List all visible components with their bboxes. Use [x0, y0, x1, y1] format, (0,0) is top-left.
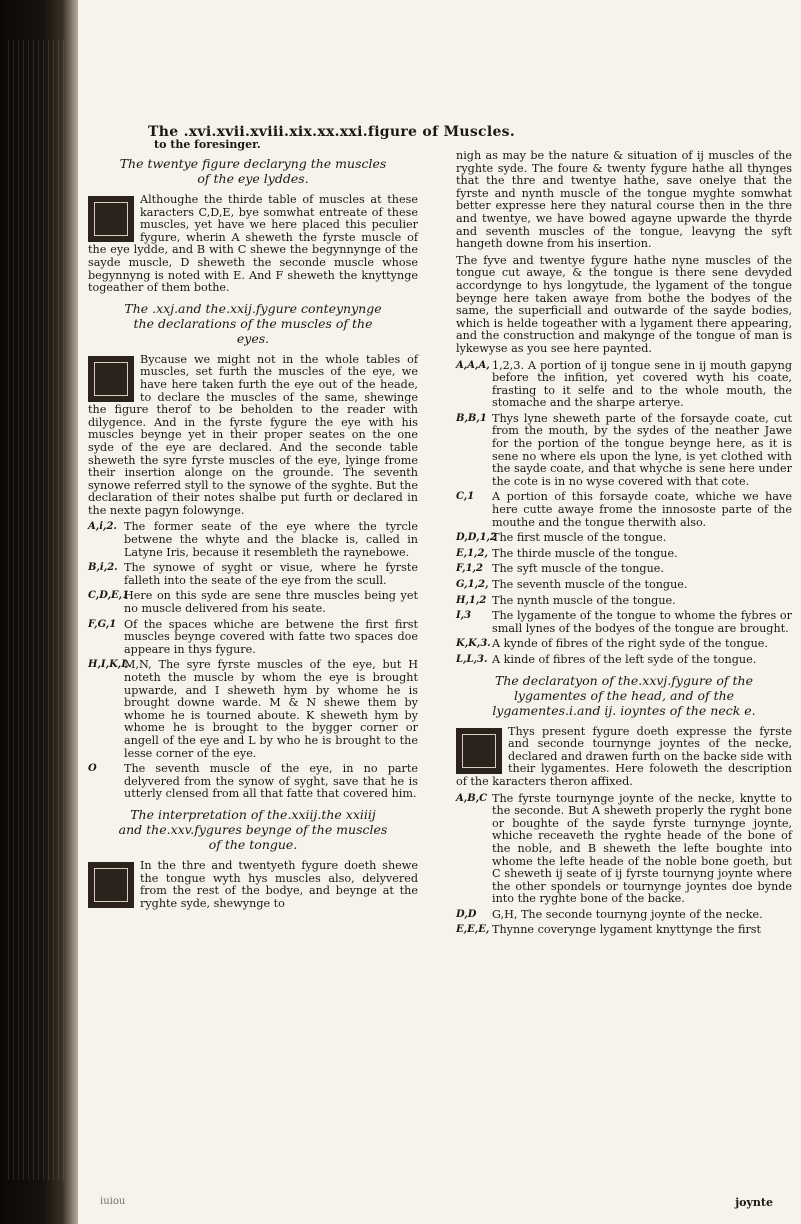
gloss-entry: [456, 491, 792, 529]
gloss-entry: [456, 595, 792, 608]
gloss-label: D,D: [456, 908, 477, 920]
paragraph-tongue: [88, 860, 418, 910]
gloss-entry: [456, 548, 792, 561]
page: [78, 0, 801, 1224]
caption-eye-figures: The .xxj.and the.xxij.fygure conteynynge the declarations of the muscles of the eyes.: [124, 300, 382, 346]
gloss-text: Of the spaces whiche are betwene the first first muscles beynge covered with fatte two spaces doe appeare in thys fygure.: [124, 617, 418, 656]
gloss-text: The synowe of syght or visue, where he fyrste falleth into the seate of the eye from the scull.: [124, 561, 418, 587]
gloss-text: G,H, The seconde tournyng joynte of the necke.: [492, 907, 763, 921]
gloss-label: F,1,2: [456, 563, 483, 575]
gloss-text: Thynne coverynge lygament knyttynge the first: [492, 923, 762, 937]
gloss-text: A kinde of fibres of the left syde of the tongue.: [492, 652, 757, 666]
gloss-entry: [88, 659, 418, 760]
paragraph-text: Bycause we might not in the whole tables of muscles, set furth the muscles of the eye, we have here taken furth the eye out of the heade, to declare the muscles of the same, shewinge the figure therof to be beholden to the reader with dilygence. And in the fyrste fygure the eye with his muscles beynge yet in their proper seates on the one syde of the eye are declared. And the seconde table sheweth the syre fyrste muscles of the eye, lyinge frome their insertion alonge on the grounde. The seventh synowe referred styll to the synowe of the syghte. But the declaration of their notes shalbe put furth or declared in the nexte pagyn folowynge.: [88, 352, 418, 517]
gloss-text: M,N, The syre fyrste muscles of the eye, but H noteth the muscle by whom the eye is brought upwarde, and I sheweth hym by whome he is brought downe warde. M & N shewe them by whome he is tourned aboute. K sheweth hym by whome he is brought to the bygger corner or angell of the eye and L by who he is brought to the lesse corner of the eye.: [124, 658, 418, 760]
gloss-list-tongue: [456, 360, 792, 667]
book-gutter-shadow: [0, 0, 78, 1224]
gloss-entry: [456, 610, 792, 635]
gloss-entry: [88, 521, 418, 559]
woodcut-initial-b: [88, 356, 134, 402]
gloss-entry: [456, 563, 792, 576]
gloss-text: Here on this syde are sene thre muscles being yet no muscle delivered from his seate.: [124, 589, 418, 616]
right-column: [456, 150, 792, 940]
gloss-label: C,D,E,1: [88, 590, 130, 602]
gloss-label: C,1: [456, 491, 475, 503]
gloss-list-eye: [88, 521, 418, 800]
paragraph-twenty-fifth-figure: The fyve and twentye fygure hathe nyne muscles of the tongue cut awaye, & the tongue is there sene devyded accordynge to hys longytude, the lygament of the tongue beynge here taken awaye from bothe the bodyes of the same, the superficiall and outwarde of the sayde bodies, which is helde togeather with a lygament there appearing, and the construction and makynge of the tongue of man is lykewyse as you see here paynted.: [456, 253, 792, 355]
gloss-label: H,I,K,L.: [88, 659, 132, 671]
gloss-label: H,1,2: [456, 594, 487, 606]
gloss-text: A portion of this forsayde coate, whiche we have here cutte awaye frome the innososte parte of the mouthe and the tongue therwith also.: [492, 490, 792, 529]
woodcut-initial-i: [88, 862, 134, 908]
gloss-text: The former seate of the eye where the tyrcle betwene the whyte and the blacke is, called in Latyne Iris, because it resembleth the raynebowe.: [124, 520, 418, 559]
gloss-entry: [456, 532, 792, 545]
gloss-label: B,i,2.: [88, 562, 118, 574]
caption-twentieth-figure: The twentye figure declaryng the muscles of the eye lyddes.: [119, 156, 387, 186]
gloss-text: The seventh muscle of the tongue.: [492, 578, 688, 591]
gloss-label: D,D,1,2: [456, 532, 497, 544]
gloss-label: B,B,1: [456, 412, 487, 424]
gloss-entry: [88, 763, 418, 801]
gloss-entry: [456, 638, 792, 651]
woodcut-initial-t: [456, 728, 502, 774]
gloss-text: Thys lyne sheweth parte of the forsayde coate, cut from the mouth, by the sydes of the neather Jawe for the portion of the tongue beynge here, as it is sene no where els upon the lyne, is yet clothed with the sayde coate, and that whyche is sene here under the cote is in no wyse covered with that cote.: [492, 411, 792, 488]
top-catchword: to the foresinger.: [154, 138, 261, 151]
gloss-entry: [456, 654, 792, 667]
gloss-label: I,3: [456, 610, 472, 622]
left-column: [88, 150, 418, 914]
gloss-label: L,L,3.: [456, 653, 488, 665]
paragraph-text: Althoughe the thirde table of muscles at these karacters C,D,E, bye somwhat entreate of these muscles, yet have we here placed this peculier fygure, wherin A sheweth the fyrste muscle of the eye lydde, and B with C shewe the begynnynge of the sayde muscle, D sheweth the seconde muscle whose begynnyng is noted with E. And F sheweth the knyttynge togeather of them bothe.: [88, 193, 418, 295]
gloss-entry: [88, 562, 418, 587]
gloss-text: 1,2,3. A portion of ij tongue sene in ij mouth gapyng before the infition, yet covered wyth his coate, frasting to it selfe and to the whole mouth, the stomache and the sharpe arterye.: [492, 358, 792, 410]
gloss-text: The seventh muscle of the eye, in no parte delyvered from the synow of syght, save that he is utterly clensed from all that fatte that covered him.: [124, 762, 418, 801]
gloss-text: The lygamente of the tongue to whome the fybres or small lynes of the bodyes of the tongue are brought.: [492, 609, 792, 635]
gloss-entry: [456, 579, 792, 592]
gloss-entry: [456, 924, 792, 937]
gloss-text: The fyrste tournynge joynte of the necke, knytte to the seconde. But A sheweth properly the ryght bone or boughte of the sayde fyrste turnynge joynte, whiche receaveth the ryghte heade of the bone of the noble, and B sheweth the lefte boughte into whome the lefte heade of the noble bone goeth, but C sheweth ij seate of ij fyrste tournyng joynte where the other spondels or tournynge joyntes doe bynde into the ryghte bone of the backe.: [492, 791, 792, 906]
gloss-entry: [456, 360, 792, 410]
running-head: The .xvi.xvii.xviii.xix.xx.xxi.figure of Muscles.: [148, 124, 516, 140]
gloss-entry: [88, 590, 418, 615]
binding-texture: [8, 40, 68, 1180]
caption-ligaments-figure: The declaratyon of the.xxvj.fygure of the lygamentes of the head, and of the lygamentes.i.and ij. ioyntes of the neck e.: [492, 672, 756, 718]
gloss-label: E,E,E,: [456, 924, 490, 936]
paragraph-eye-muscles: [88, 354, 418, 518]
gloss-entry: [456, 793, 792, 906]
gloss-list-neck: [456, 793, 792, 938]
paragraph-neck-joints: [456, 726, 792, 789]
gloss-text: The thirde muscle of the tongue.: [492, 546, 678, 560]
signature-mark: iuiou: [100, 1196, 126, 1207]
gloss-label: A,A,A,: [456, 359, 490, 371]
gloss-label: A,i,2.: [88, 521, 117, 533]
gloss-label: E,1,2,: [456, 547, 488, 559]
caption-tongue-figures: The interpretation of the.xxiij.the xxiiij and the.xxv.fygures beynge of the muscles of the tongue.: [118, 806, 388, 852]
gloss-label: A,B,C: [456, 792, 488, 804]
paragraph-tongue-continued: nigh as may be the nature & situation of ij muscles of the ryghte syde. The foure & twenty fygure hathe all thynges that the thre and twentye hathe, save onelye that the fyrste and nynth muscle of the tongue myghte somwhat better expresse here they natural course then in the thre and twentye, we have bowed agayne upwarde the thyrde and seventh muscles of the tongue, leavyng the syft hangeth downe from his insertion.: [456, 149, 792, 251]
bottom-catchword: joynte: [735, 1196, 773, 1209]
gloss-entry: [456, 413, 792, 489]
gloss-text: A kynde of fibres of the right syde of the tongue.: [492, 637, 768, 651]
gloss-text: The nynth muscle of the tongue.: [492, 593, 676, 607]
gloss-label: O: [88, 763, 97, 775]
paragraph-text: Thys present fygure doeth expresse the fyrste and seconde tournynge joyntes of the necke, declared and drawen furth on the backe side with their lygamentes. Here foloweth the description of the karacters theron affixed.: [456, 724, 792, 788]
paragraph-text: In the thre and twentyeth fygure doeth shewe the tongue wyth hys muscles also, delyvered from the rest of the bodye, and beynge at the ryghte syde, shewynge to: [140, 858, 418, 910]
gloss-label: G,1,2,: [456, 579, 489, 590]
gloss-label: F,G,1: [88, 618, 117, 630]
gloss-entry: [88, 619, 418, 657]
gloss-text: The syft muscle of the tongue.: [492, 562, 664, 576]
gloss-entry: [456, 909, 792, 922]
gloss-text: The first muscle of the tongue.: [492, 531, 667, 545]
paragraph-eyelid-muscles: [88, 194, 418, 295]
woodcut-initial-a: [88, 196, 134, 242]
gloss-label: K,K,3.: [456, 638, 491, 650]
